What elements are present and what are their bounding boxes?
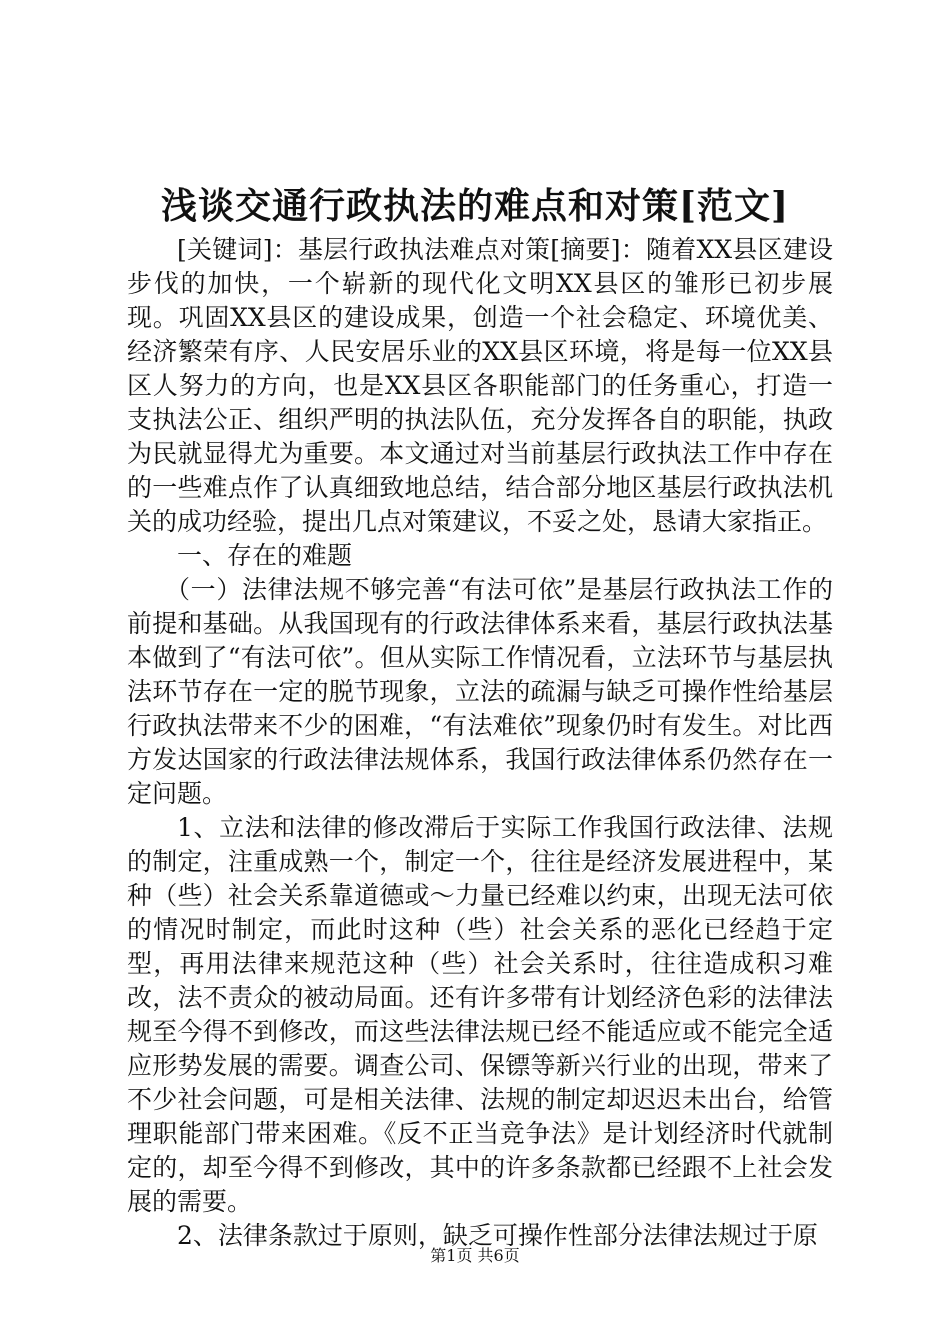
point-2-paragraph: 2、法律条款过于原则，缺乏可操作性部分法律法规过于原 bbox=[177, 1221, 818, 1250]
point-1-paragraph: 1、立法和法律的修改滞后于实际工作我国行政法律、法规的制定，注重成熟一个，制定一个，往往是经济发展进程中，某种（些）社会关系靠道德或～力量已经难以约束，出现无法可依的情况时制定，而此时这种（些）社会关系的恶化已经趋于定型，再用法律来规范这种（些）社会关系时，往往造成积习难改，法不责众的被动局面。还有许多带有计划经济色彩的法律法规至今得不到修改，而这些法律法规已经不能适应或不能完全适应形势发展的需要。调查公司、保镖等新兴行业的出现，带来了不少社会问题，可是相关法律、法规的制定却迟迟未出台，给管理职能部门带来困难。《反不正当竞争法》是计划经济时代就制定的，却至今得不到修改，其中的许多条款都已经跟不上社会发展的需要。 bbox=[127, 813, 833, 1216]
abstract-paragraph: [关键词]：基层行政执法难点对策[摘要]：随着XX县区建设步伐的加快，一个崭新的现代化文明XX县区的雏形已初步展现。巩固XX县区的建设成果，创造一个社会稳定、环境优美、经济繁荣有序、人民安居乐业的XX县区环境，将是每一位XX县区人努力的方向，也是XX县区各职能部门的任务重心，打造一支执法公正、组织严明的执法队伍，充分发挥各自的职能，执政为民就显得尤为重要。本文通过对当前基层行政执法工作中存在的一些难点作了认真细致地总结，结合部分地区基层行政执法机关的成功经验，提出几点对策建议，不妥之处，恳请大家指正。 bbox=[127, 235, 833, 536]
subsection-paragraph: （一）法律法规不够完善“有法可依”是基层行政执法工作的前提和基础。从我国现有的行政法律体系来看，基层行政执法基本做到了“有法可依”。但从实际工作情况看，立法环节与基层执法环节存在一定的脱节现象，立法的疏漏与缺乏可操作性给基层行政执法带来不少的困难，“有法难依”现象仍时有发生。对比西方发达国家的行政法律法规体系，我国行政法律体系仍然存在一定问题。 bbox=[127, 575, 833, 808]
document-body bbox=[127, 233, 833, 1253]
page-number-footer: 第1页 共6页 bbox=[430, 1246, 520, 1265]
section-heading: 一、存在的难题 bbox=[177, 541, 353, 570]
document-title: 浅谈交通行政执法的难点和对策[范文] bbox=[160, 185, 790, 227]
